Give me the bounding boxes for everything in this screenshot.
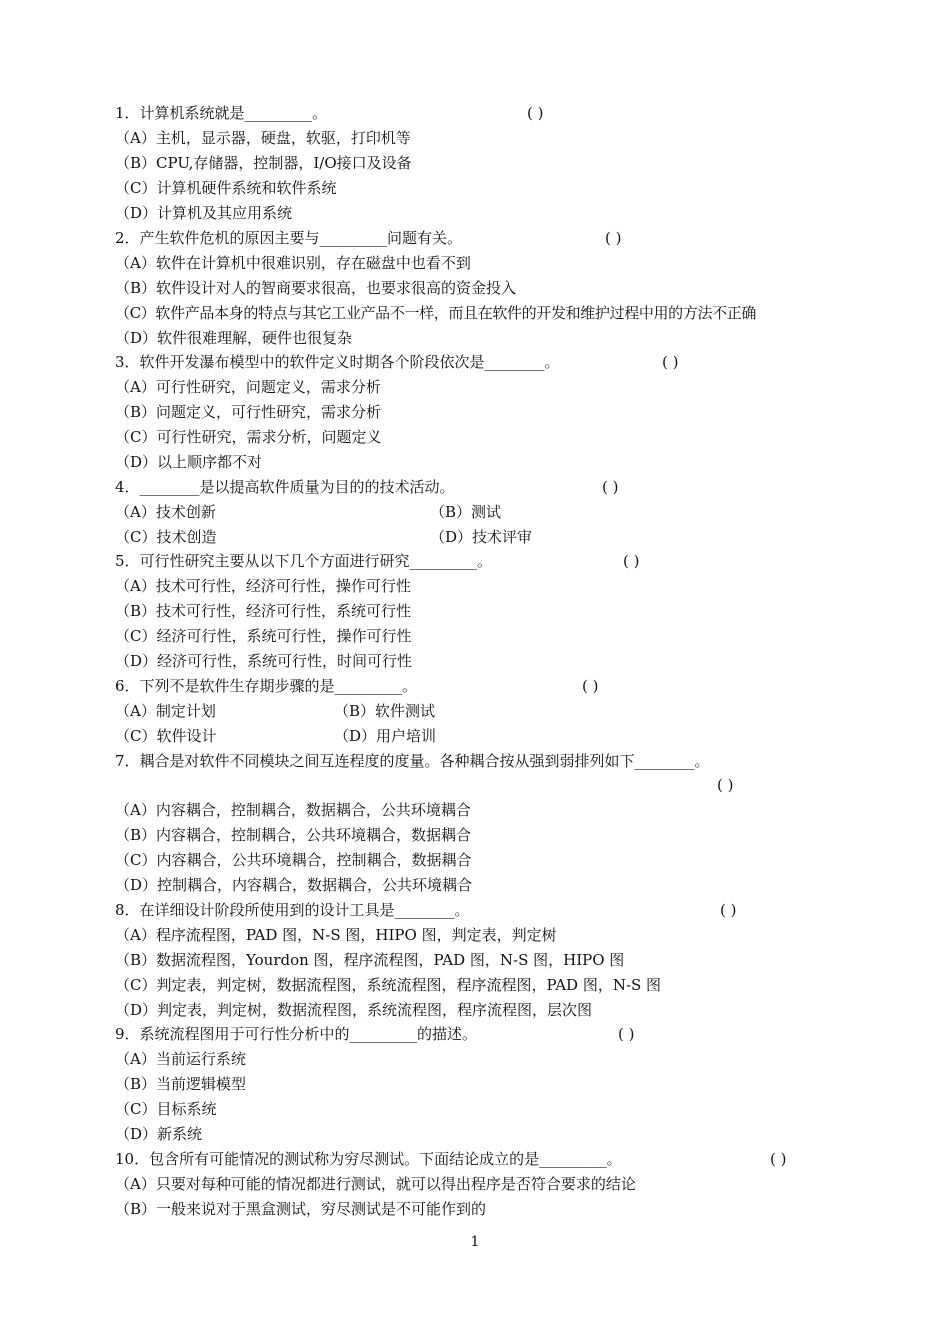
question-10-answer-paren: ( ) [770, 1150, 787, 1168]
question-4-answer-paren: ( ) [602, 478, 619, 496]
question-4-option-a: （A）技术创新 [115, 503, 216, 521]
question-4-option-b: （B）测试 [430, 503, 502, 521]
question-3-answer-paren: ( ) [662, 353, 679, 371]
question-3-option-d: （D）以上顺序都不对 [115, 453, 263, 471]
question-9-option-a: （A）当前运行系统 [115, 1050, 246, 1068]
question-9-option-c: （C）目标系统 [115, 1100, 217, 1118]
question-8-answer-paren: ( ) [720, 901, 737, 919]
question-10-stem: 10．包含所有可能情况的测试称为穷尽测试。下面结论成立的是_________。 [115, 1150, 622, 1168]
question-4-stem: 4．________是以提高软件质量为目的的技术活动。 [115, 478, 455, 496]
question-2-option-c: （C）软件产品本身的特点与其它工业产品不一样，而且在软件的开发和维护过程中用的方法不正确 [115, 304, 757, 322]
question-6-option-b: （B）软件测试 [334, 702, 436, 720]
question-4-option-d: （D）技术评审 [430, 528, 533, 546]
question-5-answer-paren: ( ) [623, 552, 640, 570]
question-5-option-d: （D）经济可行性，系统可行性，时间可行性 [115, 652, 413, 670]
question-2-answer-paren: ( ) [605, 229, 622, 247]
question-1-option-d: （D）计算机及其应用系统 [115, 204, 293, 222]
question-6-answer-paren: ( ) [582, 677, 599, 695]
question-7-option-a: （A）内容耦合，控制耦合，数据耦合，公共环境耦合 [115, 801, 471, 819]
question-8-option-b: （B）数据流程图，Yourdon 图，程序流程图，PAD 图，N-S 图，HIPO 图 [115, 951, 625, 969]
question-10-option-a: （A）只要对每种可能的情况都进行测试，就可以得出程序是否符合要求的结论 [115, 1175, 636, 1193]
question-3-stem: 3．软件开发瀑布模型中的软件定义时期各个阶段依次是________。 [115, 353, 560, 371]
question-2-option-b: （B）软件设计对人的智商要求很高，也要求很高的资金投入 [115, 279, 517, 297]
question-6-option-d: （D）用户培训 [334, 727, 437, 745]
question-7-option-d: （D）控制耦合，内容耦合，数据耦合，公共环境耦合 [115, 876, 473, 894]
question-9-option-b: （B）当前逻辑模型 [115, 1075, 247, 1093]
question-8-stem: 8．在详细设计阶段所使用到的设计工具是________。 [115, 901, 470, 919]
question-3-option-b: （B）问题定义，可行性研究，需求分析 [115, 403, 382, 421]
question-3-option-a: （A）可行性研究，问题定义，需求分析 [115, 378, 381, 396]
question-5-stem: 5．可行性研究主要从以下几个方面进行研究_________。 [115, 552, 493, 570]
question-1-option-c: （C）计算机硬件系统和软件系统 [115, 179, 337, 197]
question-1-stem: 1．计算机系统就是_________。 [115, 104, 328, 122]
question-5-option-c: （C）经济可行性，系统可行性，操作可行性 [115, 627, 412, 645]
question-1-option-b: （B）CPU,存储器，控制器，I/O接口及设备 [115, 154, 412, 172]
question-3-option-c: （C）可行性研究，需求分析，问题定义 [115, 428, 382, 446]
question-5-option-b: （B）技术可行性，经济可行性，系统可行性 [115, 602, 412, 620]
question-7-answer-paren: ( ) [717, 776, 734, 794]
question-8-option-a: （A）程序流程图，PAD 图，N-S 图，HIPO 图，判定表，判定树 [115, 926, 557, 944]
question-6-option-a: （A）制定计划 [115, 702, 216, 720]
question-2-option-d: （D）软件很难理解，硬件也很复杂 [115, 329, 353, 347]
question-8-option-c: （C）判定表，判定树，数据流程图，系统流程图，程序流程图，PAD 图，N-S 图 [115, 976, 662, 994]
question-2-stem: 2．产生软件危机的原因主要与_________问题有关。 [115, 229, 463, 247]
question-6-option-c: （C）软件设计 [115, 727, 217, 745]
question-7-option-b: （B）内容耦合，控制耦合，公共环境耦合，数据耦合 [115, 826, 472, 844]
question-10-option-b: （B）一般来说对于黑盒测试，穷尽测试是不可能作到的 [115, 1200, 487, 1218]
question-7-option-c: （C）内容耦合，公共环境耦合，控制耦合，数据耦合 [115, 851, 472, 869]
question-9-stem: 9．系统流程图用于可行性分析中的_________的描述。 [115, 1025, 478, 1043]
question-1-answer-paren: ( ) [527, 104, 544, 122]
question-6-stem: 6．下列不是软件生存期步骤的是_________。 [115, 677, 418, 695]
question-7-stem: 7．耦合是对软件不同模块之间互连程度的度量。各种耦合按从强到弱排列如下________。 [115, 752, 710, 770]
question-4-option-c: （C）技术创造 [115, 528, 217, 546]
question-9-option-d: （D）新系统 [115, 1125, 203, 1143]
question-1-option-a: （A）主机，显示器，硬盘，软驱，打印机等 [115, 129, 411, 147]
question-5-option-a: （A）技术可行性，经济可行性，操作可行性 [115, 577, 411, 595]
question-9-answer-paren: ( ) [618, 1025, 635, 1043]
question-8-option-d: （D）判定表，判定树，数据流程图，系统流程图，程序流程图，层次图 [115, 1001, 593, 1019]
page-number: 1 [470, 1234, 480, 1250]
question-2-option-a: （A）软件在计算机中很难识别，存在磁盘中也看不到 [115, 254, 471, 272]
